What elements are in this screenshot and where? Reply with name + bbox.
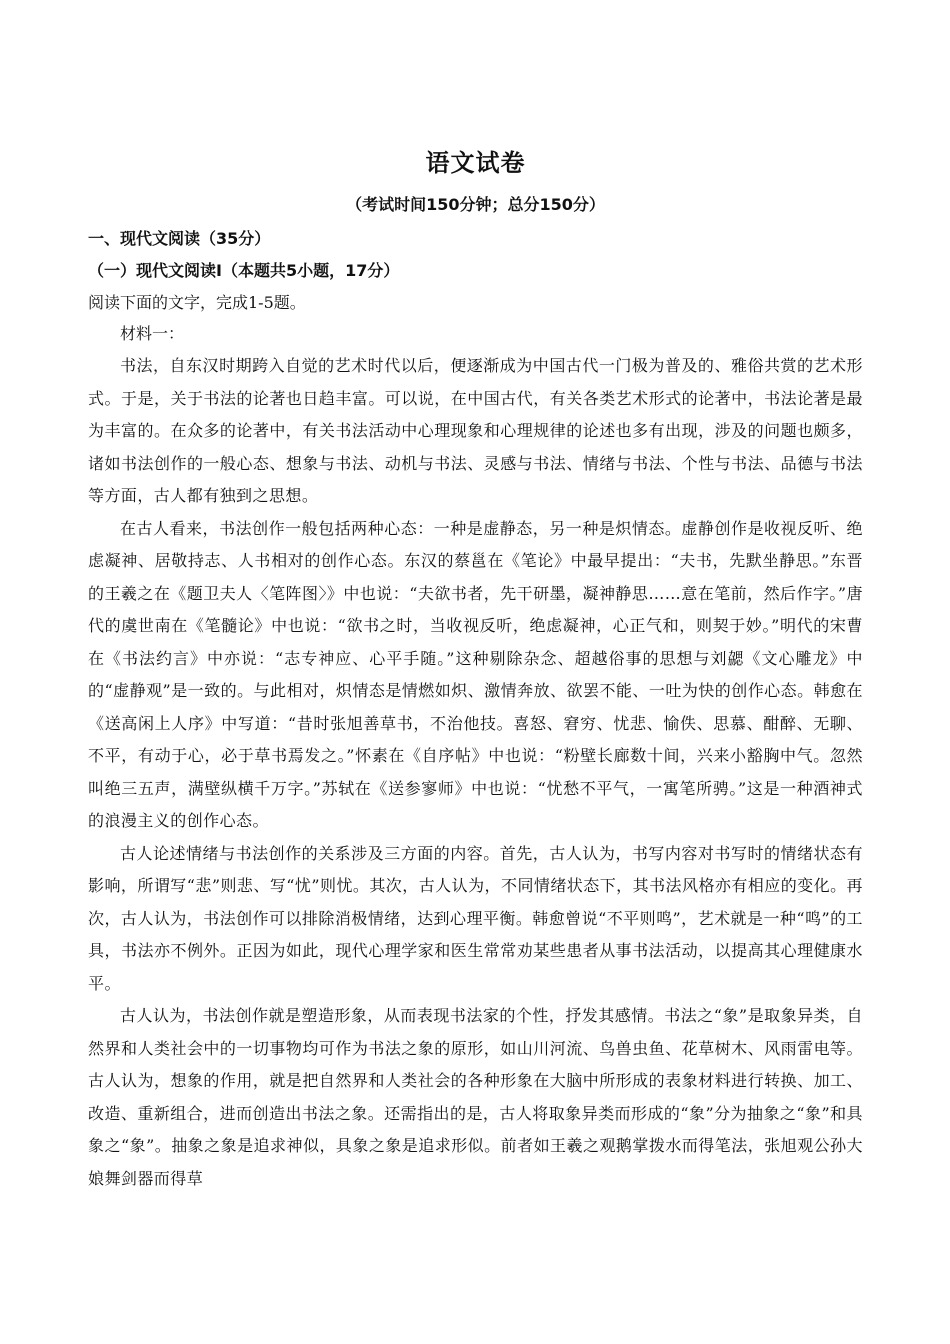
- subsection-heading-reading-1: （一）现代文阅读Ⅰ（本题共5小题，17分）: [88, 261, 400, 280]
- paragraph: 书法，自东汉时期跨入自觉的艺术时代以后，便逐渐成为中国古代一门极为普及的、雅俗共赏的艺术形式。于是，关于书法的论著也日趋丰富。可以说，在中国古代，有关各类艺术形式的论著中，书法论著是最为丰富的。在众多的论著中，有关书法活动中心理现象和心理规律的论述也多有出现，涉及的问题也颇多，诸如书法创作的一般心态、想象与书法、动机与书法、灵感与书法、情绪与书法、个性与书法、品德与书法等方面，古人都有独到之思想。: [88, 356, 863, 505]
- reading-instruction: 阅读下面的文字，完成1-5题。: [88, 293, 306, 312]
- material-text: [88, 350, 863, 1195]
- material-label: 材料一：: [120, 324, 185, 343]
- paragraph: 在古人看来，书法创作一般包括两种心态：一种是虚静态，另一种是炽情态。虚静创作是收视反听、绝虑凝神、居敬持志、人书相对的创作心态。东汉的蔡邕在《笔论》中最早提出：“夫书，先默坐静思。”东晋的王羲之在《题卫夫人〈笔阵图〉》中也说：“夫欲书者，先干研墨，凝神静思……意在笔前，然后作字。”唐代的虞世南在《笔髓论》中也说：“欲书之时，当收视反听，绝虑凝神，心正气和，则契于妙。”明代的宋曹在《书法约言》中亦说：“志专神应、心平手随。”这种剔除杂念、超越俗事的思想与刘勰《文心雕龙》中的“虚静观”是一致的。与此相对，炽情态是情燃如炽、激情奔放、欲罢不能、一吐为快的创作心态。韩愈在《送高闲上人序》中写道：“昔时张旭善草书，不治他技。喜怒、窘穷、忧悲、愉佚、思慕、酣醉、无聊、不平，有动于心，必于草书焉发之。”怀素在《自序帖》中也说：“粉壁长廊数十间，兴来小豁胸中气。忽然叫绝三五声，满壁纵横千万字。”苏轼在《送参寥师》中也说：“忧愁不平气，一寓笔所骋。”这是一种酒神式的浪漫主义的创作心态。: [88, 518, 863, 830]
- exam-info: （考试时间150分钟；总分150分）: [346, 195, 605, 214]
- paragraph: 古人论述情绪与书法创作的关系涉及三方面的内容。首先，古人认为，书写内容对书写时的情绪状态有影响，所谓写“悲”则悲、写“忧”则忧。其次，古人认为，不同情绪状态下，其书法风格亦有相应的变化。再次，古人认为，书法创作可以排除消极情绪，达到心理平衡。韩愈曾说“不平则鸣”，艺术就是一种“鸣”的工具，书法亦不例外。正因为如此，现代心理学家和医生常常劝某些患者从事书法活动，以提高其心理健康水平。: [88, 843, 863, 993]
- section-heading-modern-reading: 一、现代文阅读（35分）: [88, 229, 271, 248]
- page-title: 语文试卷: [425, 149, 526, 177]
- paragraph: 古人认为，书法创作就是塑造形象，从而表现书法家的个性，抒发其感情。书法之“象”是取象异类，自然界和人类社会中的一切事物均可作为书法之象的原形，如山川河流、鸟兽虫鱼、花草树木、风雨雷电等。古人认为，想象的作用，就是把自然界和人类社会的各种形象在大脑中所形成的表象材料进行转换、加工、改造、重新组合，进而创造出书法之象。还需指出的是，古人将取象异类而形成的“象”分为抽象之“象”和具象之“象”。抽象之象是追求神似，具象之象是追求形似。前者如王羲之观鹅掌拨水而得笔法，张旭观公孙大娘舞剑器而得草: [88, 1006, 863, 1188]
